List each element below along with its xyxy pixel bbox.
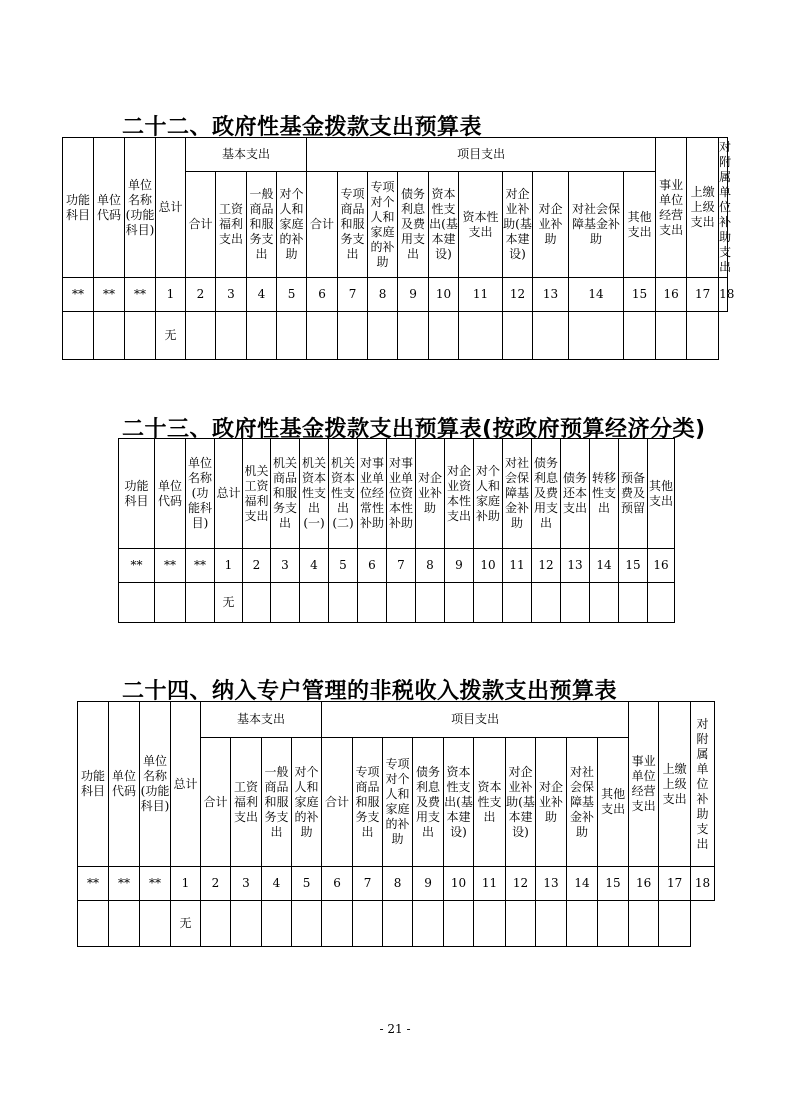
- col-number: 6: [358, 549, 387, 583]
- head-func-subject: 功能科目: [119, 439, 155, 549]
- head-project-col: 合计: [322, 738, 353, 867]
- head-basic-col: 一般商品和服务支出: [262, 738, 292, 867]
- head-econ-col: 其他支出: [648, 439, 675, 549]
- head-tail: 事业单位经营支出: [629, 702, 659, 867]
- head-econ-col: 对企业补助: [416, 439, 445, 549]
- head-project-expense: 项目支出: [307, 138, 656, 172]
- mark-cell: **: [119, 549, 155, 583]
- head-basic-col: 对个人和家庭的补助: [292, 738, 322, 867]
- table-23-title: 二十三、政府性基金拨款支出预算表(按政府预算经济分类): [122, 417, 706, 442]
- col-number: 9: [413, 867, 444, 901]
- col-number: 16: [629, 867, 659, 901]
- col-number: 6: [322, 867, 353, 901]
- head-unit-code: 单位代码: [155, 439, 186, 549]
- head-basic-expense: 基本支出: [186, 138, 307, 172]
- col-number: 5: [277, 278, 307, 312]
- col-number: 16: [648, 549, 675, 583]
- head-tail: 对附属单位补助支出: [719, 138, 728, 278]
- head-econ-col: 对个人和家庭补助: [474, 439, 503, 549]
- col-number: 8: [383, 867, 413, 901]
- head-basic-col: 合计: [186, 172, 216, 278]
- col-number: 17: [659, 867, 691, 901]
- head-total: 总计: [156, 138, 186, 278]
- head-econ-col: 机关商品和服务支出: [271, 439, 300, 549]
- col-number: 13: [536, 867, 567, 901]
- head-project-col: 资本性支出(基本建设): [429, 172, 459, 278]
- empty-indicator: 无: [171, 901, 201, 947]
- head-project-col: 对社会保障基金补助: [569, 172, 624, 278]
- col-number: 17: [687, 278, 719, 312]
- head-econ-col: 转移性支出: [590, 439, 619, 549]
- head-basic-col: 工资福利支出: [231, 738, 262, 867]
- head-tail: 对附属单位补助支出: [691, 702, 715, 867]
- head-project-col: 债务利息及费用支出: [398, 172, 429, 278]
- mark-cell: **: [94, 278, 125, 312]
- head-project-col: 专项对个人和家庭的补助: [368, 172, 398, 278]
- col-number: 7: [338, 278, 368, 312]
- head-basic-col: 合计: [201, 738, 231, 867]
- head-project-col: 合计: [307, 172, 338, 278]
- head-econ-col: 对企业资本性支出: [445, 439, 474, 549]
- head-project-col: 其他支出: [624, 172, 656, 278]
- col-number: 15: [619, 549, 648, 583]
- head-project-col: 对企业补助: [533, 172, 569, 278]
- head-project-col: 资本性支出(基本建设): [444, 738, 474, 867]
- head-basic-expense: 基本支出: [201, 702, 322, 738]
- col-number: 7: [353, 867, 383, 901]
- mark-cell: **: [155, 549, 186, 583]
- head-econ-col: 机关工资福利支出: [243, 439, 271, 549]
- col-number: 11: [474, 867, 506, 901]
- mark-cell: **: [63, 278, 94, 312]
- col-number: 5: [329, 549, 358, 583]
- col-number: 3: [231, 867, 262, 901]
- head-tail: 上缴上级支出: [659, 702, 691, 867]
- col-number: 6: [307, 278, 338, 312]
- head-unit-name: 单位名称(功能科目): [140, 702, 171, 867]
- head-econ-col: 对社会保障基金补助: [503, 439, 532, 549]
- col-number: 9: [445, 549, 474, 583]
- head-project-col: 对社会保障基金补助: [567, 738, 598, 867]
- col-number: 14: [567, 867, 598, 901]
- head-basic-col: 对个人和家庭的补助: [277, 172, 307, 278]
- head-project-col: 资本性支出: [474, 738, 506, 867]
- head-econ-col: 对事业单位经常性补助: [358, 439, 387, 549]
- head-econ-col: 债务利息及费用支出: [532, 439, 561, 549]
- col-number: 14: [569, 278, 624, 312]
- head-basic-col: 工资福利支出: [216, 172, 247, 278]
- head-econ-col: 机关资本性支出(二): [329, 439, 358, 549]
- table-24: [77, 701, 715, 947]
- head-econ-col: 预备费及预留: [619, 439, 648, 549]
- table-22-title: 二十二、政府性基金拨款支出预算表: [122, 115, 483, 140]
- col-number: 14: [590, 549, 619, 583]
- head-project-col: 债务利息及费用支出: [413, 738, 444, 867]
- col-number: 9: [398, 278, 429, 312]
- head-total: 总计: [215, 439, 243, 549]
- mark-cell: **: [125, 278, 156, 312]
- col-number: 2: [243, 549, 271, 583]
- col-number: 11: [503, 549, 532, 583]
- table-23: [118, 438, 675, 623]
- head-project-col: 其他支出: [598, 738, 629, 867]
- head-func-subject: 功能科目: [63, 138, 94, 278]
- head-econ-col: 对事业单位资本性补助: [387, 439, 416, 549]
- head-unit-code: 单位代码: [94, 138, 125, 278]
- col-number: 2: [201, 867, 231, 901]
- head-tail: 上缴上级支出: [687, 138, 719, 278]
- col-number: 4: [262, 867, 292, 901]
- col-number: 1: [171, 867, 201, 901]
- mark-cell: **: [186, 549, 215, 583]
- table-24-title: 二十四、纳入专户管理的非税收入拨款支出预算表: [122, 679, 618, 704]
- head-unit-code: 单位代码: [109, 702, 140, 867]
- col-number: 15: [624, 278, 656, 312]
- mark-cell: **: [109, 867, 140, 901]
- empty-indicator: 无: [156, 312, 186, 360]
- head-project-col: 资本性支出: [459, 172, 503, 278]
- col-number: 10: [474, 549, 503, 583]
- mark-cell: **: [140, 867, 171, 901]
- head-project-col: 对企业补助(基本建设): [506, 738, 536, 867]
- empty-indicator: 无: [215, 583, 243, 623]
- head-unit-name: 单位名称(功能科目): [186, 439, 215, 549]
- col-number: 8: [416, 549, 445, 583]
- col-number: 18: [691, 867, 715, 901]
- head-project-expense: 项目支出: [322, 702, 629, 738]
- col-number: 7: [387, 549, 416, 583]
- head-total: 总计: [171, 702, 201, 867]
- col-number: 16: [656, 278, 687, 312]
- col-number: 1: [156, 278, 186, 312]
- col-number: 10: [429, 278, 459, 312]
- head-project-col: 专项商品和服务支出: [338, 172, 368, 278]
- col-number: 13: [533, 278, 569, 312]
- col-number: 18: [719, 278, 728, 312]
- head-project-col: 对企业补助(基本建设): [503, 172, 533, 278]
- col-number: 1: [215, 549, 243, 583]
- head-project-col: 专项对个人和家庭的补助: [383, 738, 413, 867]
- head-project-col: 对企业补助: [536, 738, 567, 867]
- col-number: 8: [368, 278, 398, 312]
- mark-cell: **: [78, 867, 109, 901]
- head-basic-col: 一般商品和服务支出: [247, 172, 277, 278]
- head-unit-name: 单位名称(功能科目): [125, 138, 156, 278]
- col-number: 4: [300, 549, 329, 583]
- col-number: 10: [444, 867, 474, 901]
- col-number: 13: [561, 549, 590, 583]
- col-number: 3: [271, 549, 300, 583]
- col-number: 11: [459, 278, 503, 312]
- table-22: [62, 137, 735, 360]
- col-number: 4: [247, 278, 277, 312]
- col-number: 12: [506, 867, 536, 901]
- col-number: 12: [532, 549, 561, 583]
- head-func-subject: 功能科目: [78, 702, 109, 867]
- col-number: 12: [503, 278, 533, 312]
- col-number: 5: [292, 867, 322, 901]
- col-number: 3: [216, 278, 247, 312]
- head-project-col: 专项商品和服务支出: [353, 738, 383, 867]
- col-number: 15: [598, 867, 629, 901]
- head-econ-col: 债务还本支出: [561, 439, 590, 549]
- head-econ-col: 机关资本性支出(一): [300, 439, 329, 549]
- col-number: 2: [186, 278, 216, 312]
- page-number: - 21 -: [379, 1022, 411, 1036]
- head-tail: 事业单位经营支出: [656, 138, 687, 278]
